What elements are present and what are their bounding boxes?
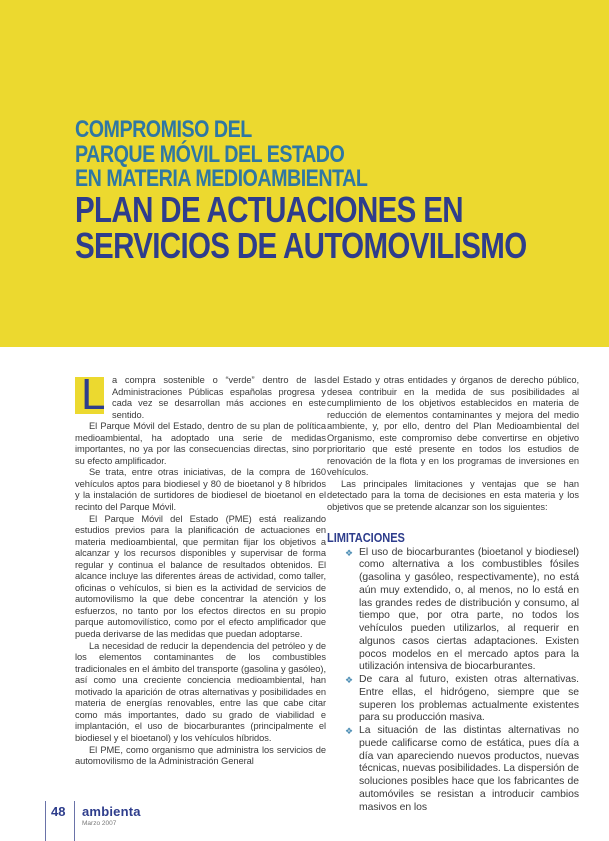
title-block: [75, 118, 595, 264]
paragraph: Las principales limitaciones y ventajas que se han detectado para la toma de decisiones en esta materia y los objetivos que se pretende alcanzar son los siguientes:: [327, 478, 579, 513]
magazine-name: ambienta: [82, 804, 141, 819]
paragraph: El Parque Móvil del Estado (PME) está realizando estudios previos para la planificación de actuaciones en materia medioambiental, que permitan fijar los objetivos a alcanzar y los recursos disponibles y supervisar de forma regular y continua el balance de resultados obtenidos. El alcance incluye las diferentes áreas de actividad, como taller, oficinas o vehículos, si bien es la actividad de servicios de automovilismo la que debe concentrar la atención y los esfuerzos, no tanto por los efectos directos en su propio parque automovilístico, como por el efecto amplificador que pueda derivarse de las medidas que puedan adoptarse.: [75, 513, 326, 640]
kicker-line: COMPROMISO DEL: [75, 116, 252, 143]
list-item-text: El uso de biocarburantes (bioetanol y biodiesel) como alternativa a los combustibles fósiles (gasolina y gasóleo, respectivamente), no está aún muy extendido, o, al menos, no lo está en las grandes redes de distribución y consumo, al tiempo que, por otra parte, no todos los vehículos pueden utilizarlos, al requerir en algunos casos ciertas adaptaciones. Existen pocos modelos en el mercado aptos para la utilización intensiva de biocarburantes.: [359, 546, 579, 673]
paragraph: del Estado y otras entidades y órganos de derecho público, desea contribuir en la medida de sus posibilidades al cumplimiento de los objetivos establecidos en materia de reducción de elementos contaminantes y mejora del medio ambiente, y, por ello, dentro del Plan Medioambiental del Organismo, este compromiso debe convertirse en objetivo prioritario que esté presente en todos los estudios de renovación de la flota y en los programas de inversiones en vehículos.: [327, 375, 579, 478]
list-item: [327, 674, 579, 725]
article-column-1: [75, 370, 326, 768]
headline-line: PLAN DE ACTUACIONES EN: [75, 188, 463, 230]
diamond-bullet-icon: ❖: [345, 547, 354, 558]
article-column-2: [327, 375, 579, 814]
list-item: [327, 547, 579, 675]
list-item-text: De cara al futuro, existen otras alternativas. Entre ellas, el hidrógeno, siempre que se superen los problemas actualmente existentes para su producción masiva.: [359, 674, 579, 724]
page-number: 48: [51, 804, 66, 819]
list-item: [327, 725, 579, 814]
diamond-bullet-icon: ❖: [345, 726, 354, 737]
list-item-text: La situación de las distintas alternativas no puede calificarse como de estática, pues día a día van apareciendo nuevos productos, nuevas técnicas, nuevas posibilidades. La dispersión de soluciones posibles hace que los fabricantes de automóviles se resistan a introducir cambios masivos en los: [359, 725, 579, 813]
drop-cap: [75, 370, 106, 419]
section-title: LIMITACIONES: [327, 529, 405, 545]
drop-cap-letter: L: [81, 370, 106, 419]
paragraph: El Parque Móvil del Estado, dentro de su plan de política medioambiental, ha adoptado una serie de medidas importantes, no ya por las consecuencias directas, sino por su efecto amplificador.: [75, 421, 326, 466]
paragraph: El PME, como organismo que administra los servicios de automovilismo de la Administración General: [75, 744, 326, 767]
paragraph: a compra sostenible o “verde” dentro de las Administraciones Públicas españolas progresa y cada vez se desarrollan más acciones en este sentido.: [112, 375, 326, 420]
paragraph: Se trata, entre otras iniciativas, de la compra de 160 vehículos aptos para biodiesel y 80 de bioetanol y 8 híbridos y la instalación de surtidores de biodiesel de bioetanol en el recinto del Parque Móvil.: [75, 467, 326, 513]
limitations-list: [327, 547, 579, 815]
issue-date: Marzo 2007: [82, 820, 117, 827]
headline-line: SERVICIOS DE AUTOMOVILISMO: [75, 224, 527, 266]
diamond-bullet-icon: ❖: [345, 675, 354, 686]
kicker-line: EN MATERIA MEDIOAMBIENTAL: [75, 165, 368, 192]
paragraph: La necesidad de reducir la dependencia del petróleo y de los elementos contaminantes de los combustibles tradicionales en el ámbito del transporte (gasolina y gasóleo), así como una creciente conciencia medioambiental, han motivado la aparición de otras alternativas y posibilidades en materia de energías renovables, entre las que cabe citar como más importantes, dado su grado de viabilidad e implantación, el uso de biocarburantes (principalmente el biodiesel y el bioetanol) y los vehículos híbridos.: [75, 640, 326, 743]
kicker-line: PARQUE MÓVIL DEL ESTADO: [75, 140, 345, 168]
